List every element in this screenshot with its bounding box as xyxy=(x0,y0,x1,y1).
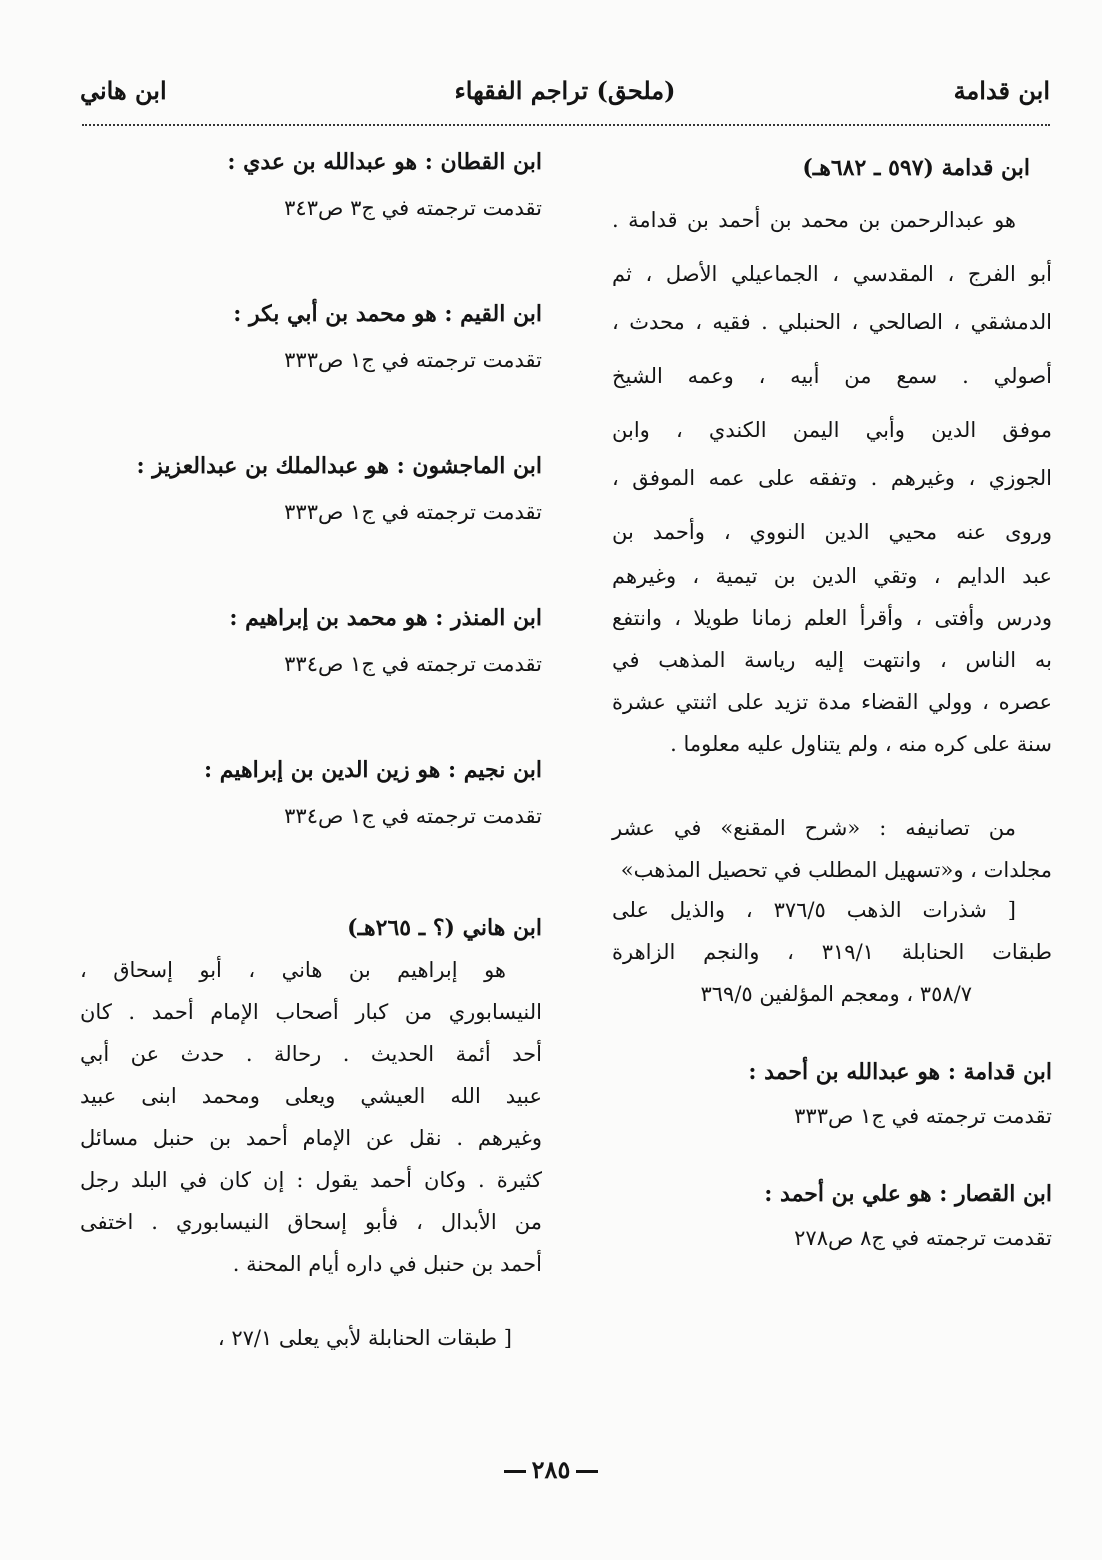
bio-line: عبد الدايم ، وتقي الدين بن تيمية ، وغيرهم xyxy=(612,564,1052,588)
ibn-qudama-biography xyxy=(612,148,1052,1014)
xref-reference: تقدمت ترجمته في ج١ ص٣٣٤ xyxy=(284,652,542,676)
bio-line: هو عبدالرحمن بن محمد بن أحمد بن قدامة . xyxy=(612,208,1016,232)
header-left-title: ابن هاني xyxy=(80,76,167,105)
running-header xyxy=(80,76,1050,120)
header-right-title: ابن قدامة xyxy=(953,76,1050,105)
xref-ibn-al-qassar xyxy=(612,1174,1052,1258)
xref-title: ابن الماجشون : هو عبدالملك بن عبدالعزيز : xyxy=(136,453,542,479)
xref-ibn-al-qattan xyxy=(80,142,542,228)
bio-line: عصره ، وولي القضاء مدة تزيد على اثنتي عشرة xyxy=(612,690,1052,714)
xref-reference: تقدمت ترجمته في ج١ ص٣٣٤ xyxy=(284,804,542,828)
sources-line: [ شذرات الذهب ٣٧٦/٥ ، والذيل على xyxy=(612,898,1016,922)
xref-title: ابن نجيم : هو زين الدين بن إبراهيم : xyxy=(203,757,542,783)
bio-line: أبو الفرج ، المقدسي ، الجماعيلي الأصل ، ثم xyxy=(612,262,1052,286)
bio-line: أحمد بن حنبل في داره أيام المحنة . xyxy=(232,1252,542,1276)
xref-reference: تقدمت ترجمته في ج١ ص٣٣٣ xyxy=(284,348,542,372)
xref-reference: تقدمت ترجمته في ج١ ص٣٣٣ xyxy=(794,1104,1052,1128)
bio-line: النيسابوري من كبار أصحاب الإمام أحمد . كان xyxy=(80,1000,542,1024)
works-line: مجلدات ، و«تسهيل المطلب في تحصيل المذهب» xyxy=(620,858,1052,882)
bio-line: موفق الدين وأبي اليمن الكندي ، وابن xyxy=(612,418,1052,442)
entry-title: ابن هاني (؟ ـ ٢٦٥هـ) xyxy=(347,915,542,941)
bio-line: سنة على كره منه ، ولم يتناول عليه معلوما . xyxy=(670,732,1052,756)
bio-line: من الأبدال ، فأبو إسحاق النيسابوري . اختفى xyxy=(80,1210,542,1234)
bio-line: الدمشقي ، الصالحي ، الحنبلي . فقيه ، محدث ، xyxy=(612,310,1052,334)
works-line: من تصانيفه : «شرح المقنع» في عشر xyxy=(612,816,1016,840)
bio-line: الجوزي ، وغيرهم . وتفقه على عمه الموفق ، xyxy=(612,466,1052,490)
bio-line: هو إبراهيم بن هاني ، أبو إسحاق ، xyxy=(80,958,506,982)
footer-dash xyxy=(504,1470,526,1473)
bio-line: أحد أئمة الحديث . رحالة . حدث عن أبي xyxy=(80,1042,542,1066)
xref-reference: تقدمت ترجمته في ج٨ ص٢٧٨ xyxy=(794,1226,1052,1250)
bio-line: أصولي . سمع من أبيه ، وعمه الشيخ xyxy=(612,364,1052,388)
xref-title: ابن قدامة : هو عبدالله بن أحمد : xyxy=(748,1059,1052,1085)
xref-ibn-al-mundhir xyxy=(80,598,542,684)
left-column xyxy=(80,140,542,1358)
xref-title: ابن القيم : هو محمد بن أبي بكر : xyxy=(233,301,542,327)
right-column xyxy=(612,140,1052,1258)
sources-line: ٣٥٨/٧ ، ومعجم المؤلفين ٣٦٩/٥ xyxy=(700,982,972,1006)
bio-line: وروى عنه محيي الدين النووي ، وأحمد بن xyxy=(612,520,1052,544)
sources-line: طبقات الحنابلة ٣١٩/١ ، والنجم الزاهرة xyxy=(612,940,1052,964)
xref-ibn-al-majishun xyxy=(80,446,542,532)
bio-line: به الناس ، وانتهت إليه رياسة المذهب في xyxy=(612,648,1052,672)
sources-line: [ طبقات الحنابلة لأبي يعلى ٢٧/١ ، xyxy=(217,1326,512,1350)
xref-ibn-al-qayyim xyxy=(80,294,542,380)
xref-reference: تقدمت ترجمته في ج١ ص٣٣٣ xyxy=(284,500,542,524)
header-dotted-rule xyxy=(82,124,1050,126)
ibn-hani-biography xyxy=(80,908,542,1358)
bio-line: ودرس وأفتى ، وأقرأ العلم زمانا طويلا ، وانتفع xyxy=(612,606,1052,630)
bio-line: كثيرة . وكان أحمد يقول : إن كان في البلد رجل xyxy=(80,1168,542,1192)
page-number-footer xyxy=(0,1455,1102,1484)
xref-reference: تقدمت ترجمته في ج٣ ص٣٤٣ xyxy=(284,196,542,220)
bio-line: وغيرهم . نقل عن الإمام أحمد بن حنبل مسائل xyxy=(80,1126,542,1150)
header-center-title: (ملحق) تراجم الفقهاء xyxy=(454,76,676,105)
bio-line: عبيد الله العيشي ويعلى ومحمد ابنى عبيد xyxy=(80,1084,542,1108)
xref-title: ابن المنذر : هو محمد بن إبراهيم : xyxy=(229,605,542,631)
xref-title: ابن القطان : هو عبدالله بن عدي : xyxy=(227,149,542,175)
footer-dash xyxy=(576,1470,598,1473)
entry-title: ابن قدامة (٥٩٧ ـ ٦٨٢هـ) xyxy=(802,155,1030,181)
xref-ibn-qudama xyxy=(612,1052,1052,1136)
xref-ibn-nujaym xyxy=(80,750,542,836)
xref-title: ابن القصار : هو علي بن أحمد : xyxy=(764,1181,1052,1207)
page-number: ٢٨٥ xyxy=(531,1455,571,1484)
